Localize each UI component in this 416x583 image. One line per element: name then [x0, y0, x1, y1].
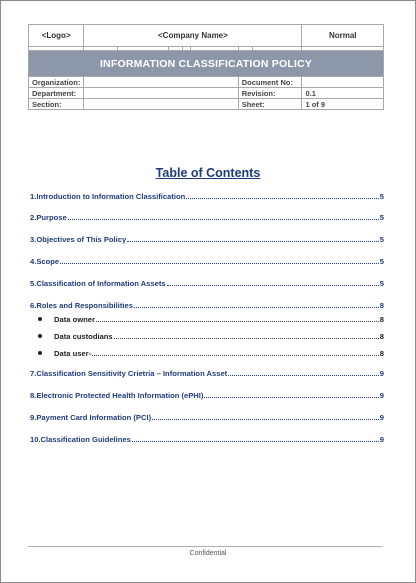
section-value	[84, 99, 238, 110]
revision-label: Revision:	[238, 88, 302, 99]
toc-entry[interactable]	[30, 277, 384, 288]
dot-leader	[204, 397, 378, 398]
dot-leader	[68, 219, 379, 220]
organization-label: Organization:	[29, 77, 84, 88]
organization-value	[84, 77, 238, 88]
revision-value: 0.1	[302, 88, 384, 99]
toc-entry-page: 8	[379, 301, 384, 310]
toc-entry-label: Data user-	[54, 349, 92, 358]
dot-leader	[132, 441, 379, 442]
company-name: <Company Name>	[84, 25, 302, 47]
dot-leader	[134, 307, 379, 308]
dot-leader	[96, 321, 379, 322]
section-label: Section:	[29, 99, 84, 110]
toc-entry-page: 9	[379, 369, 384, 378]
toc-entry[interactable]	[30, 190, 384, 201]
bullet-icon	[38, 317, 42, 321]
toc-entry-label: Data owner	[54, 315, 95, 324]
document-header-table	[28, 24, 384, 110]
toc-entry[interactable]	[30, 255, 384, 266]
document-title: INFORMATION CLASSIFICATION POLICY	[29, 51, 384, 77]
toc-entry-page: 5	[379, 213, 384, 222]
department-value	[84, 88, 238, 99]
toc-entry-label: 10.Classification Guidelines	[30, 435, 131, 444]
document-no-label: Document No:	[238, 77, 302, 88]
sheet-label: Sheet:	[238, 99, 302, 110]
toc-entry-page: 9	[379, 391, 384, 400]
dot-leader	[186, 198, 379, 199]
toc-entry-label: 2.Purpose	[30, 213, 67, 222]
toc-entry[interactable]	[30, 233, 384, 244]
dot-leader	[127, 241, 379, 242]
toc-entry[interactable]	[30, 211, 384, 222]
toc-entry[interactable]	[30, 299, 384, 310]
status-label: Normal	[302, 25, 384, 47]
bullet-icon	[38, 334, 42, 338]
toc-entry-page: 5	[379, 235, 384, 244]
toc-subentry[interactable]	[54, 347, 384, 358]
toc-subentry[interactable]	[54, 313, 384, 324]
department-label: Department:	[29, 88, 84, 99]
toc-entry[interactable]	[30, 433, 384, 444]
toc-entry-label: 3.Objectives of This Policy	[30, 235, 127, 244]
footer-confidential: Confidential	[189, 550, 227, 557]
bullet-icon	[38, 351, 42, 355]
toc-entry-label: 7.Classification Sensitivity Crietria – Information Asset	[30, 369, 228, 378]
logo-placeholder: <Logo>	[29, 25, 84, 47]
toc-entry-page: 5	[379, 257, 384, 266]
toc-entry-page: 8	[379, 315, 384, 324]
dot-leader	[152, 419, 379, 420]
toc-entry-page: 5	[379, 192, 384, 201]
toc-entry-label: Data custodians	[54, 332, 113, 341]
toc-entry[interactable]	[30, 411, 384, 422]
sheet-value: 1 of 9	[302, 99, 384, 110]
toc-entry[interactable]	[30, 389, 384, 400]
dot-leader	[114, 338, 379, 339]
toc-entry-label: 8.Electronic Protected Health Information (ePHI)	[30, 391, 204, 400]
toc-entry-label: 4.Scope	[30, 257, 60, 266]
dot-leader	[228, 375, 379, 376]
toc-entry-label: 5.Classification of Information Assets	[30, 279, 166, 288]
footer-divider	[28, 546, 382, 547]
toc-entry-page: 5	[379, 279, 384, 288]
toc-entry-label: 6.Roles and Responsibilities	[30, 301, 133, 310]
dot-leader	[60, 263, 379, 264]
toc-title: Table of Contents	[155, 166, 261, 180]
dot-leader	[167, 285, 379, 286]
toc-entry-page: 8	[379, 349, 384, 358]
toc-entry[interactable]	[30, 367, 384, 378]
toc-subentry[interactable]	[54, 330, 384, 341]
document-no-value	[302, 77, 384, 88]
toc-entry-page: 8	[379, 332, 384, 341]
toc-entry-label: 9.Payment Card Information (PCI)	[30, 413, 152, 422]
toc-entry-page: 9	[379, 413, 384, 422]
toc-entry-label: 1.Introduction to Information Classification	[30, 192, 186, 201]
dot-leader	[92, 355, 379, 356]
toc-entry-page: 9	[379, 435, 384, 444]
